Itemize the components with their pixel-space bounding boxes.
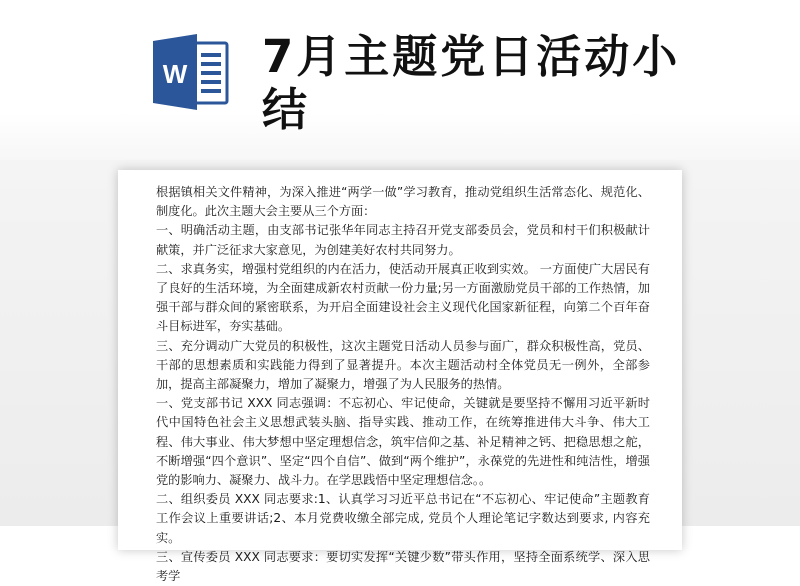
paragraph: 根据镇相关文件精神，为深入推进“两学一做”学习教育，推动党组织生活常态化、规范化、制度化。此次主题大会主要从三个方面： (156, 185, 650, 219)
word-document-icon (149, 31, 231, 113)
svg-text:W: W (162, 59, 188, 89)
paragraph: 一、明确活动主题，由支部书记张华年同志主持召开党支部委员会，党员和村干们积极献计献策，并广泛征求大家意见，为创建美好农村共同努力。 (156, 223, 650, 257)
paragraph: 三、充分调动广大党员的积极性，这次主题党日活动人员参与面广，群众积极性高，党员、干部的思想素质和实践能力得到了显著提升。本次主题活动村全体党员无一例外，全部参加，提高主部凝聚力，增加了凝聚力，增强了为人民服务的热情。 (156, 338, 650, 392)
paragraph: 二、求真务实，增强村党组织的内在活力，使活动开展真正收到实效。 一方面使广大居民有了良好的生活环境，为全面建成新农村贡献一份力量;另一方面激励党员干部的工作热情，加强干部与群众间的紧密联系，为开启全面建设社会主义现代化国家新征程，向第二个百年奋斗目标进军，夯实基础。 (156, 261, 650, 334)
paragraph: 一、党支部书记 XXX 同志强调：不忘初心、牢记使命，关键就是要坚持不懈用习近平新时代中国特色社会主义思想武装头脑、指导实践、推动工作，在统筹推进伟大斗争、伟大工程、伟大事业、伟大梦想中坚定理想信念，筑牢信仰之基、补足精神之钙、把稳思想之舵，不断增强“四个意识”、坚定“四个自信”、做到“两个维护”，永葆党的先进性和纯洁性，增强党的影响力、凝聚力、战斗力。在学思践悟中坚定理想信念。。 (156, 396, 650, 488)
paragraph: 三、宣传委员 XXX 同志要求：要切实发挥“关键少数”带头作用，坚持全面系统学、深入思考学 (156, 549, 650, 584)
document-page (118, 170, 682, 584)
paragraph: 二、组织委员 XXX 同志要求:1、认真学习习近平总书记在“不忘初心、牢记使命”主题教育工作会议上重要讲话;2、本月党费收缴全部完成, 党员个人理论笔记字数达到要求, 内容充实。 (156, 492, 650, 545)
document-title: 7月主题党日活动小结 (262, 30, 681, 136)
